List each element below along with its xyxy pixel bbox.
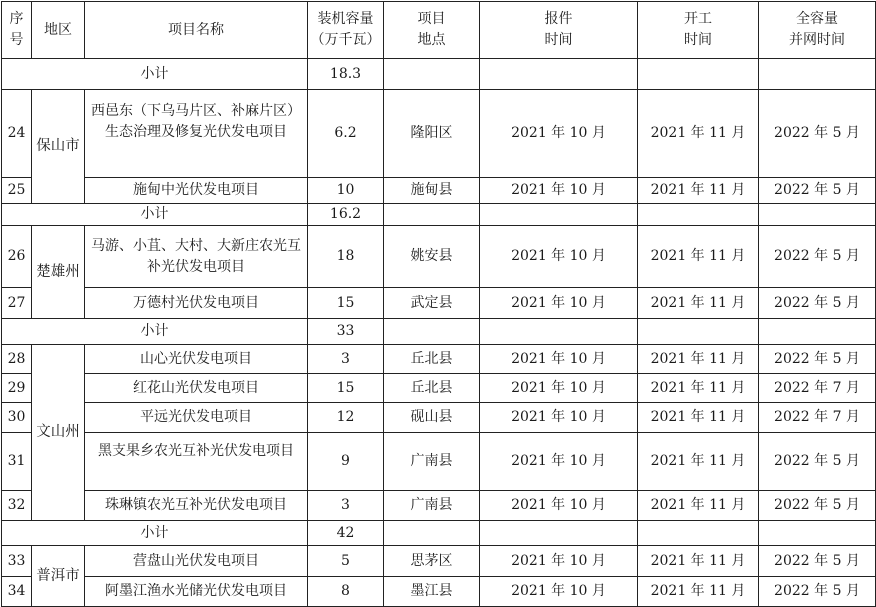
row-location: 广南县 xyxy=(384,491,480,521)
row-start-time: 2021 年 11 月 xyxy=(638,577,759,607)
row-project-name: 红花山光伏发电项目 xyxy=(85,374,308,403)
subtotal-row xyxy=(2,204,876,226)
row-grid-time: 2022 年 5 月 xyxy=(759,288,876,319)
subtotal-value: 42 xyxy=(308,521,384,546)
region-cell: 普洱市 xyxy=(32,546,85,607)
row-project-name: 山心光伏发电项目 xyxy=(85,345,308,374)
row-seq: 26 xyxy=(2,226,32,288)
header-row xyxy=(2,2,876,59)
row-report-time: 2021 年 10 月 xyxy=(480,491,638,521)
table-row xyxy=(2,577,876,607)
row-location: 墨江县 xyxy=(384,577,480,607)
row-project-name: 珠琳镇农光互补光伏发电项目 xyxy=(85,491,308,521)
table-row xyxy=(2,226,876,288)
header-grid-time: 全容量 并网时间 xyxy=(759,2,876,59)
project-table xyxy=(1,1,876,607)
row-seq: 27 xyxy=(2,288,32,319)
row-grid-time: 2022 年 5 月 xyxy=(759,433,876,491)
row-location: 施甸县 xyxy=(384,178,480,204)
row-seq: 30 xyxy=(2,403,32,433)
row-report-time: 2021 年 10 月 xyxy=(480,374,638,403)
row-capacity: 3 xyxy=(308,491,384,521)
row-project-name: 营盘山光伏发电项目 xyxy=(85,546,308,577)
row-capacity: 5 xyxy=(308,546,384,577)
row-report-time: 2021 年 10 月 xyxy=(480,546,638,577)
row-start-time: 2021 年 11 月 xyxy=(638,178,759,204)
row-start-time: 2021 年 11 月 xyxy=(638,546,759,577)
table-row xyxy=(2,345,876,374)
row-seq: 29 xyxy=(2,374,32,403)
subtotal-label: 小计 xyxy=(2,521,308,546)
row-location: 武定县 xyxy=(384,288,480,319)
subtotal-label: 小计 xyxy=(2,319,308,345)
row-start-time: 2021 年 11 月 xyxy=(638,288,759,319)
row-start-time: 2021 年 11 月 xyxy=(638,374,759,403)
row-grid-time: 2022 年 5 月 xyxy=(759,90,876,178)
table-row xyxy=(2,288,876,319)
row-capacity: 8 xyxy=(308,577,384,607)
row-seq: 34 xyxy=(2,577,32,607)
table-row xyxy=(2,374,876,403)
subtotal-value: 16.2 xyxy=(308,204,384,226)
row-capacity: 10 xyxy=(308,178,384,204)
subtotal-value: 18.3 xyxy=(308,59,384,90)
row-project-name: 黑支果乡农光互补光伏发电项目 xyxy=(85,433,308,491)
table-row xyxy=(2,90,876,178)
row-project-name: 平远光伏发电项目 xyxy=(85,403,308,433)
row-location: 隆阳区 xyxy=(384,90,480,178)
row-report-time: 2021 年 10 月 xyxy=(480,288,638,319)
subtotal-row xyxy=(2,319,876,345)
row-location: 思茅区 xyxy=(384,546,480,577)
row-project-name: 阿墨江渔水光储光伏发电项目 xyxy=(85,577,308,607)
row-capacity: 12 xyxy=(308,403,384,433)
row-grid-time: 2022 年 5 月 xyxy=(759,491,876,521)
row-grid-time: 2022 年 5 月 xyxy=(759,345,876,374)
row-seq: 24 xyxy=(2,90,32,178)
row-capacity: 3 xyxy=(308,345,384,374)
row-grid-time: 2022 年 5 月 xyxy=(759,577,876,607)
table-row xyxy=(2,546,876,577)
row-start-time: 2021 年 11 月 xyxy=(638,403,759,433)
subtotal-row xyxy=(2,59,876,90)
row-grid-time: 2022 年 7 月 xyxy=(759,374,876,403)
table-row xyxy=(2,178,876,204)
row-location: 丘北县 xyxy=(384,374,480,403)
region-cell: 楚雄州 xyxy=(32,226,85,319)
row-capacity: 18 xyxy=(308,226,384,288)
row-report-time: 2021 年 10 月 xyxy=(480,403,638,433)
row-seq: 28 xyxy=(2,345,32,374)
row-seq: 25 xyxy=(2,178,32,204)
row-location: 丘北县 xyxy=(384,345,480,374)
header-start-time: 开工 时间 xyxy=(638,2,759,59)
row-grid-time: 2022 年 5 月 xyxy=(759,546,876,577)
header-report-time: 报件 时间 xyxy=(480,2,638,59)
subtotal-label: 小计 xyxy=(2,59,308,90)
row-seq: 31 xyxy=(2,433,32,491)
row-project-name: 马游、小苴、大村、大新庄农光互补光伏发电项目 xyxy=(85,226,308,288)
row-capacity: 9 xyxy=(308,433,384,491)
row-project-name: 万德村光伏发电项目 xyxy=(85,288,308,319)
subtotal-value: 33 xyxy=(308,319,384,345)
row-report-time: 2021 年 10 月 xyxy=(480,577,638,607)
row-start-time: 2021 年 11 月 xyxy=(638,226,759,288)
header-capacity: 装机容量 （万千瓦） xyxy=(308,2,384,59)
row-location: 姚安县 xyxy=(384,226,480,288)
region-cell: 保山市 xyxy=(32,90,85,204)
row-grid-time: 2022 年 5 月 xyxy=(759,178,876,204)
row-capacity: 15 xyxy=(308,288,384,319)
row-start-time: 2021 年 11 月 xyxy=(638,345,759,374)
row-capacity: 6.2 xyxy=(308,90,384,178)
row-capacity: 15 xyxy=(308,374,384,403)
table-row xyxy=(2,433,876,491)
row-project-name: 西邑东（下乌马片区、补麻片区）生态治理及修复光伏发电项目 xyxy=(85,90,308,178)
row-report-time: 2021 年 10 月 xyxy=(480,433,638,491)
header-region: 地区 xyxy=(32,2,85,59)
row-seq: 33 xyxy=(2,546,32,577)
header-location: 项目 地点 xyxy=(384,2,480,59)
region-cell: 文山州 xyxy=(32,345,85,521)
table-row xyxy=(2,403,876,433)
row-grid-time: 2022 年 7 月 xyxy=(759,403,876,433)
row-location: 广南县 xyxy=(384,433,480,491)
row-report-time: 2021 年 10 月 xyxy=(480,345,638,374)
table-row xyxy=(2,491,876,521)
header-seq: 序号 xyxy=(2,2,32,59)
row-report-time: 2021 年 10 月 xyxy=(480,226,638,288)
row-report-time: 2021 年 10 月 xyxy=(480,178,638,204)
header-name: 项目名称 xyxy=(85,2,308,59)
row-report-time: 2021 年 10 月 xyxy=(480,90,638,178)
row-start-time: 2021 年 11 月 xyxy=(638,90,759,178)
row-grid-time: 2022 年 5 月 xyxy=(759,226,876,288)
row-project-name: 施甸中光伏发电项目 xyxy=(85,178,308,204)
row-seq: 32 xyxy=(2,491,32,521)
row-start-time: 2021 年 11 月 xyxy=(638,491,759,521)
subtotal-label: 小计 xyxy=(2,204,308,226)
row-location: 砚山县 xyxy=(384,403,480,433)
subtotal-row xyxy=(2,521,876,546)
row-start-time: 2021 年 11 月 xyxy=(638,433,759,491)
